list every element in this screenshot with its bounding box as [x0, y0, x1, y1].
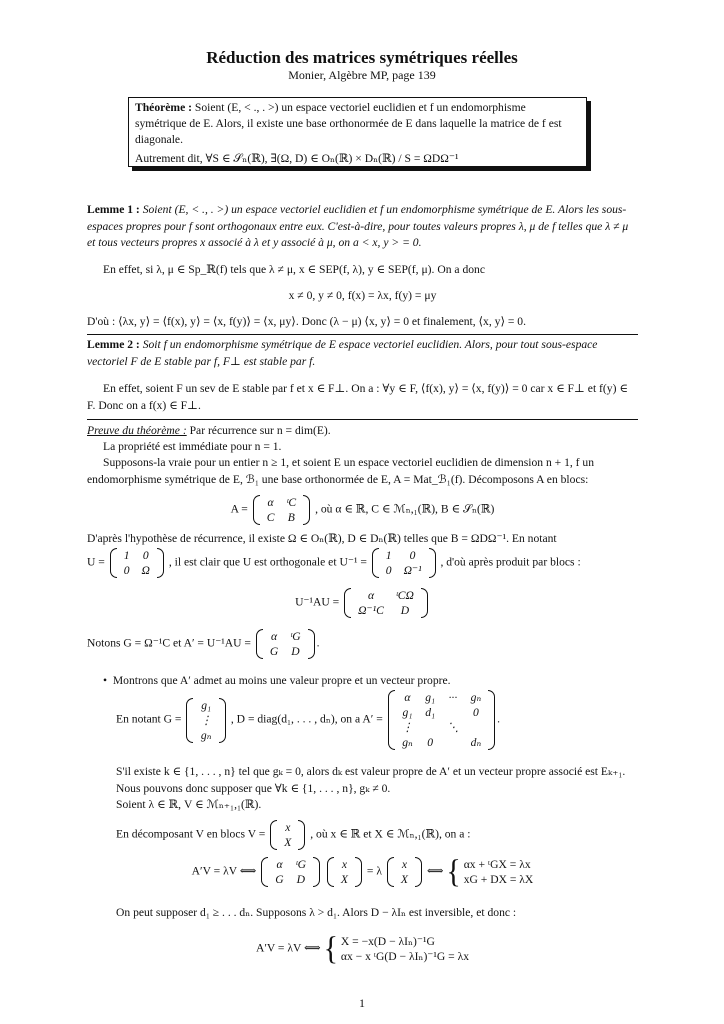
matrix-cell: gₙ	[470, 691, 482, 704]
V-label: En décomposant V en blocs V =	[116, 827, 266, 841]
proof-p8: Soient λ ∈ ℝ, V ∈ ℳₙ₊₁,₁(ℝ).	[116, 798, 262, 811]
proof-p4b	[87, 548, 638, 578]
matrix-cell: G	[269, 645, 279, 658]
eigen-equiv: ⟺	[426, 864, 444, 878]
proof-label: Preuve du théorème :	[87, 424, 187, 437]
lemma-1-label: Lemme 1 :	[87, 203, 140, 216]
bullet-icon: •	[103, 674, 113, 687]
equation-A-right: , où α ∈ ℝ, C ∈ ℳₙ,₁(ℝ), B ∈ 𝒮ₙ(ℝ)	[315, 502, 495, 516]
matrix-cell: ᵗG	[290, 630, 301, 643]
equation-UAU	[87, 588, 638, 618]
matrix-cell: α	[267, 496, 274, 509]
lemma-1-equation: x ≠ 0, y ≠ 0, f(x) = λx, f(y) = μy	[288, 289, 437, 302]
lemma-1-proof-start: En effet, si λ, μ ∈ Sp_ℝ(f) tels que λ ≠ μ, x ∈ SEP(f, λ), y ∈ SEP(f, μ). On a donc	[103, 263, 485, 276]
notation-text: Notons G = Ω⁻¹C et A′ = U⁻¹AU =	[87, 636, 251, 650]
matrix-cell: 0	[427, 736, 434, 749]
eigen-left: A′V = λV ⟺	[191, 864, 257, 878]
proof-p10: On peut supposer d₁ ≥ . . . dₙ. Supposons λ > d₁. Alors D − λIₙ est inversible, et donc :	[116, 906, 517, 919]
matrix-cell: dₙ	[470, 736, 482, 749]
bullet-text: Montrons que A′ admet au moins une valeur propre et un vecteur propre.	[112, 674, 451, 687]
matrix-cell: Ω⁻¹	[403, 564, 422, 577]
left-brace: {	[446, 853, 461, 890]
matrix-cell: α	[276, 858, 283, 871]
proof-p5: Notons G = Ω⁻¹C et A′ = U⁻¹AU = α ᵗG G D .	[87, 630, 320, 658]
diag-text: , D = diag(d₁, . . . , dₙ), on a A′ =	[230, 712, 383, 726]
matrix-cell: α	[367, 589, 375, 602]
matrix-cell: 0	[123, 564, 130, 577]
lemma-1	[87, 202, 638, 252]
system-line: αx + ᵗGX = λx	[463, 858, 531, 871]
V-decomposition-text: , où x ∈ ℝ et X ∈ ℳₙ,₁(ℝ), on a :	[310, 827, 471, 841]
matrix-A-prime-eq	[259, 857, 322, 887]
matrix-cell: 0	[142, 549, 149, 562]
matrix-cell: ᵗG	[295, 858, 306, 871]
matrix-V-eq	[325, 857, 364, 887]
matrix-cell	[441, 735, 465, 750]
matrix-V	[268, 820, 307, 850]
matrix-A-prime	[254, 629, 317, 659]
system-2	[341, 934, 469, 964]
matrix-cell: ᵗCΩ	[395, 589, 414, 602]
matrix-cell: g₁	[402, 706, 413, 719]
lemma-2	[87, 337, 638, 370]
theorem-box	[128, 97, 587, 167]
matrix-cell: α	[271, 630, 278, 643]
matrix-cell: 0	[473, 706, 479, 719]
matrix-cell: α	[404, 691, 411, 704]
lemma-2-text: Soit f un endomorphisme symétrique de E espace vectoriel euclidien. Alors, pour tout sous-espace vectoriel F de E stable par f, F⊥ est stable par f.	[87, 338, 598, 368]
matrix-cell: d₁	[425, 706, 436, 719]
page-subtitle: Monier, Algèbre MP, page 139	[288, 68, 436, 82]
page-title: Réduction des matrices symétriques réelles	[206, 48, 518, 67]
matrix-cell: D	[291, 645, 300, 658]
matrix-cell: ⋱	[447, 721, 459, 734]
matrix-A-prime-full	[386, 690, 498, 750]
theorem-formula: Autrement dit, ∀S ∈ 𝒮ₙ(ℝ), ∃(Ω, D) ∈ Oₙ(ℝ) × Dₙ(ℝ) / S = ΩDΩ⁻¹	[135, 152, 459, 165]
equation-solution	[87, 930, 638, 967]
matrix-cell	[465, 720, 488, 735]
lemma-1-text: Soient (E, < ., . >) un espace vectoriel euclidien et f un endomorphisme symétrique de E. Alors les sous-espaces propres pour f sont orthogonaux entre eux. C'est-à-dire, pour toutes valeurs propres λ, μ de f telles que λ ≠ μ et tous vecteurs propres x associé à λ et y associé à μ, on a < x, y > = 0.	[87, 203, 629, 249]
matrix-cell: B	[287, 511, 295, 524]
theorem-label: Théorème :	[135, 101, 192, 114]
proof-p3: Supposons-la vraie pour un entier n ≥ 1, et soient E un espace vectoriel euclidien de dimension n + 1, f un endomorphisme symétrique de E, ℬ₁ une base orthonormée de E, A = Mat_ℬ₁(f). Décomposons A en blocs:	[87, 456, 595, 486]
proof-p1: Par récurrence sur n = dim(E).	[189, 424, 331, 437]
matrix-cell: D	[296, 873, 306, 886]
proof-intro	[87, 423, 638, 440]
page-number: 1	[359, 996, 365, 1010]
U-label: U =	[87, 555, 105, 569]
equation-A	[87, 495, 638, 525]
matrix-cell: X	[340, 873, 348, 886]
proof-p9	[116, 820, 638, 850]
matrix-A	[251, 495, 312, 525]
divider	[87, 419, 638, 420]
matrix-cell: x	[341, 858, 348, 871]
proof-p4: D'après l'hypothèse de récurrence, il existe Ω ∈ Oₙ(ℝ), D ∈ Dₙ(ℝ) telles que B = ΩDΩ⁻¹. En notant	[87, 532, 557, 545]
matrix-cell: gₙ	[200, 728, 212, 742]
matrix-cell: X	[400, 873, 408, 886]
matrix-cell	[419, 720, 441, 735]
matrix-cell: ⋮	[401, 721, 414, 734]
U-orthogonal-text: , il est clair que U est orthogonale et U⁻¹ =	[168, 555, 367, 569]
matrix-cell: x	[285, 821, 291, 834]
matrix-U	[108, 548, 166, 578]
matrix-cell: gₙ	[402, 736, 413, 749]
bullet-item	[103, 673, 638, 690]
lemma-2-proof: En effet, soient F un sev de E stable par f et x ∈ F⊥. On a : ∀y ∈ F, ⟨f(x), y⟩ = ⟨x, f(y)⟩ = 0 car x ∈ F⊥ et f(y) ∈ F. Donc on a f(x) ∈ F⊥.	[87, 382, 628, 412]
matrix-cell: Ω⁻¹C	[358, 604, 384, 617]
matrix-V-eq-rhs	[385, 857, 424, 887]
matrix-cell: ···	[448, 691, 458, 704]
matrix-G	[184, 698, 228, 743]
matrix-cell: ᵗC	[286, 496, 297, 509]
lemma-2-label: Lemme 2 :	[87, 338, 140, 351]
system-1	[464, 857, 534, 887]
equation-UAU-left: U⁻¹AU =	[295, 595, 340, 609]
matrix-UAU	[342, 588, 430, 618]
proof-p2: La propriété est immédiate pour n = 1.	[103, 440, 282, 453]
matrix-cell	[441, 705, 465, 720]
matrix-cell: D	[400, 604, 410, 617]
theorem-text: Soient (E, < ., . >) un espace vectoriel euclidien et f un endomorphisme symétrique de E. Alors, il existe une base orthonormée de E dans laquelle la matrice de f est diagonale.	[135, 101, 562, 146]
matrix-cell: 1	[385, 549, 392, 562]
left-brace: {	[323, 930, 338, 967]
matrix-cell: g₁	[201, 698, 212, 712]
G-label: En notant G =	[116, 712, 182, 726]
matrix-cell: C	[266, 511, 275, 524]
eigen-mid: = λ	[366, 864, 382, 878]
proof-p6: En notant G = g₁ ⋮ gₙ , D = diag(d₁, . . . , dₙ), on a A′ = α g₁ ··· gₙ g₁ d₁ 0 ⋮ ⋱ gₙ 0 dₙ .	[116, 691, 501, 749]
matrix-cell: 0	[409, 549, 416, 562]
matrix-cell: ⋮	[200, 713, 212, 727]
system-line: X = −x(D − λIₙ)⁻¹G	[340, 935, 435, 948]
proof-p7: S'il existe k ∈ {1, . . . , n} tel que gₖ = 0, alors dₖ est valeur propre de A′ et un vecteur propre associé est Eₖ₊₁. Nous pouvons donc supposer que ∀k ∈ {1, . . . , n}, gₖ ≠ 0.	[116, 765, 626, 795]
matrix-cell: 1	[123, 549, 130, 562]
solution-left: A′V = λV ⟺	[255, 941, 321, 955]
matrix-U-inverse	[370, 548, 438, 578]
matrix-cell: G	[275, 873, 284, 886]
matrix-cell: g₁	[425, 691, 436, 704]
matrix-cell: x	[401, 858, 407, 871]
matrix-cell: X	[284, 836, 292, 849]
matrix-cell: 0	[385, 564, 392, 577]
system-line: αx − x ᵗG(D − λIₙ)⁻¹G = λx	[340, 950, 470, 963]
lemma-1-proof-end: D'où : ⟨λx, y⟩ = ⟨f(x), y⟩ = ⟨x, f(y)⟩ = ⟨x, μy⟩. Donc (λ − μ) ⟨x, y⟩ = 0 et finalement, ⟨x, y⟩ = 0.	[87, 315, 527, 328]
block-product-text: , d'où après produit par blocs :	[440, 555, 581, 569]
equation-A-left: A =	[230, 502, 248, 516]
equation-eigen	[87, 853, 638, 890]
matrix-cell: Ω	[141, 564, 150, 577]
divider	[87, 334, 638, 335]
system-line: xG + DX = λX	[463, 873, 534, 886]
